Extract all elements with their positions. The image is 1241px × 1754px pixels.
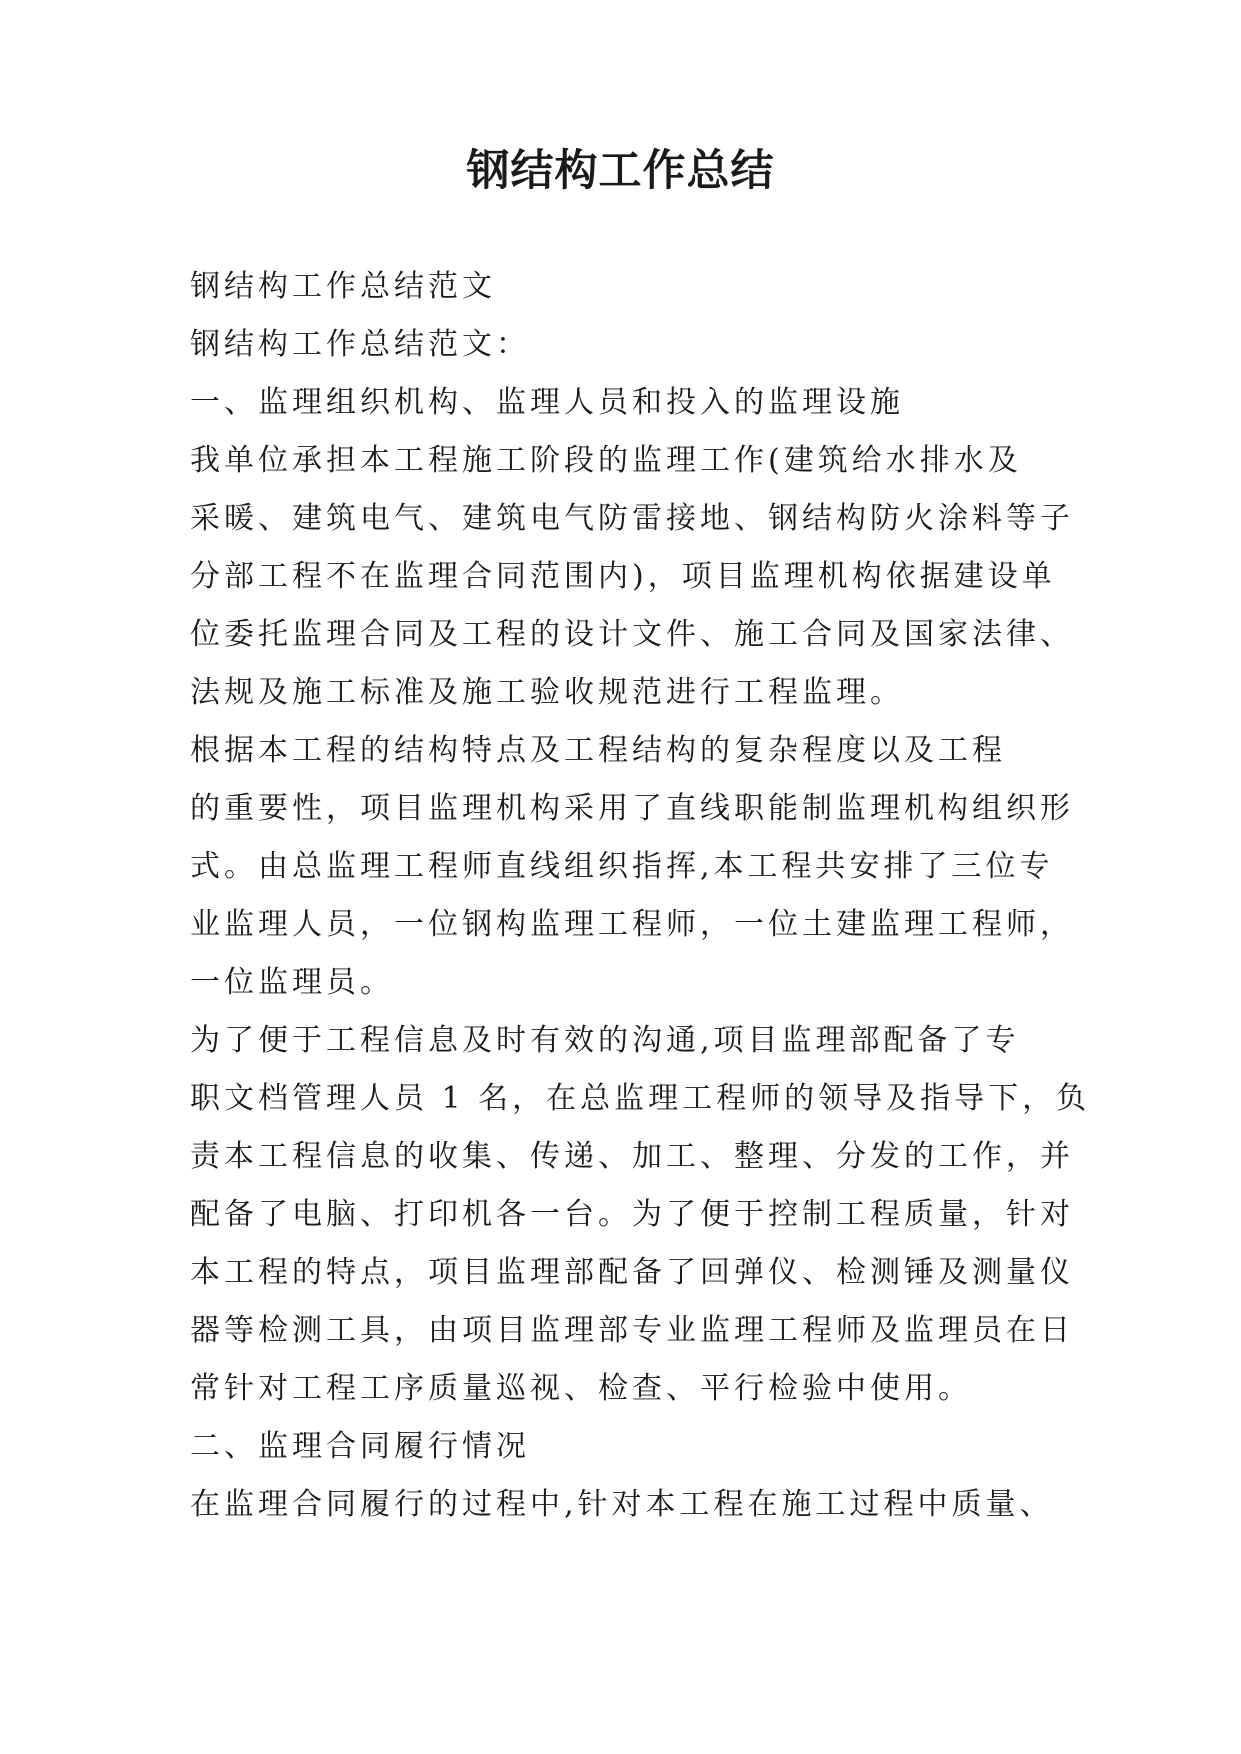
text-line: 业监理人员，一位钢构监理工程师，一位土建监理工程师， (190, 907, 1074, 942)
text-line: 根据本工程的结构特点及工程结构的复杂程度以及工程 (190, 733, 1006, 768)
text-line: 的重要性，项目监理机构采用了直线职能制监理机构组织形 (190, 791, 1074, 826)
text-line: 法规及施工标准及施工验收规范进行工程监理。 (190, 675, 904, 710)
text-line: 我单位承担本工程施工阶段的监理工作(建筑给水排水及 (190, 443, 1022, 478)
text-line: 在监理合同履行的过程中,针对本工程在施工过程中质量、 (190, 1487, 1054, 1522)
text-line: 常针对工程工序质量巡视、检查、平行检验中使用。 (190, 1371, 972, 1406)
text-line: 本工程的特点，项目监理部配备了回弹仪、检测锤及测量仪 (190, 1255, 1074, 1290)
text-line: 采暖、建筑电气、建筑电气防雷接地、钢结构防火涂料等子 (190, 501, 1074, 536)
text-line: 分部工程不在监理合同范围内)，项目监理机构依据建设单 (190, 559, 1056, 594)
document-body (190, 258, 1091, 1534)
text-line: 责本工程信息的收集、传递、加工、整理、分发的工作，并 (190, 1139, 1074, 1174)
text-line: 为了便于工程信息及时有效的沟通,项目监理部配备了专 (190, 1023, 1020, 1058)
text-line: 一位监理员。 (190, 965, 394, 1000)
text-line: 二、监理合同履行情况 (190, 1429, 530, 1464)
text-line: 配备了电脑、打印机各一台。为了便于控制工程质量，针对 (190, 1197, 1074, 1232)
text-line: 钢结构工作总结范文： (190, 327, 530, 362)
text-line: 位委托监理合同及工程的设计文件、施工合同及国家法律、 (190, 617, 1074, 652)
text-line: 职文档管理人员 1 名，在总监理工程师的领导及指导下，负 (190, 1081, 1091, 1116)
page-title: 钢结构工作总结 (466, 146, 775, 196)
text-line: 式。由总监理工程师直线组织指挥,本工程共安排了三位专 (190, 849, 1054, 884)
text-line: 一、监理组织机构、监理人员和投入的监理设施 (190, 385, 904, 420)
text-line: 钢结构工作总结范文 (190, 269, 496, 304)
text-line: 器等检测工具，由项目监理部专业监理工程师及监理员在日 (190, 1313, 1074, 1348)
